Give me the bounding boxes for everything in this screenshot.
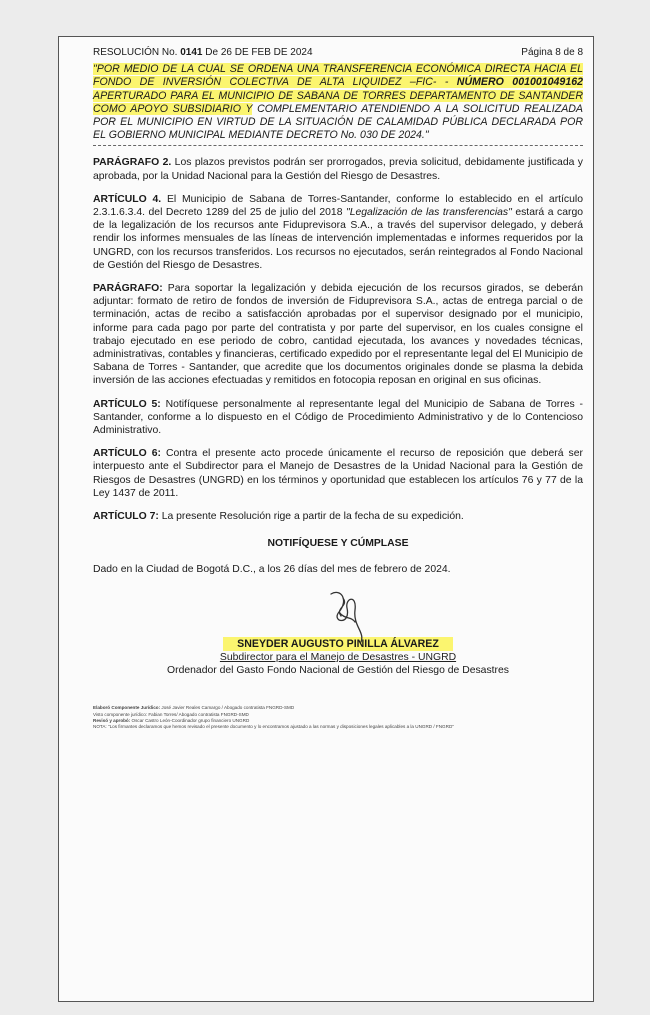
footer-line-visto: Visto componente jurídico: Fabian Torres/ Abogado contratista FNGRD-SMD [93, 711, 249, 717]
document-footer-notes [93, 705, 583, 730]
articulo-7: ARTÍCULO 7: La presente Resolución rige a partir de la fecha de su expedición. [93, 511, 464, 523]
notification-heading: NOTIFÍQUESE Y CÚMPLASE [267, 538, 409, 550]
paragrafo-2: PARÁGRAFO 2. Los plazos previstos podrán ser prorrogados, previa solicitud, debidamente justificada y aprobada, por la Unidad Nacional para la Gestión del Riesgo de Desastres. [93, 157, 583, 182]
signing-place-date: Dado en la Ciudad de Bogotá D.C., a los 26 días del mes de febrero de 2024. [93, 563, 451, 575]
footer-line-nota: NOTA: "Los firmantes declaramos que hemos revisado el presente documento y lo encontramos ajustado a las normas y disposiciones legales aplicables a la UNGRD / FNGRD" [93, 723, 454, 729]
resolution-motto: "POR MEDIO DE LA CUAL SE ORDENA UNA TRANSFERENCIA ECONÓMICA DIRECTA HACIA EL FONDO DE INVERSIÓN COLECTIVA DE ALTA LIQUIDEZ –FIC- - NÚMERO 001001049162 APERTURADO PARA EL MUNICIPIO DE SABANA DE TORRES DEPARTAMENTO DE SANTANDER COMO APOYO SUBSIDIARIO Y COMPLEMENTARIO ATENDIENDO A LA SOLICITUD REALIZADA POR EL MUNICIPIO EN VIRTUD DE LA SITUACIÓN DE CALAMIDAD PÚBLICA DECLARADA POR EL GOBIERNO MUNICIPAL MEDIANTE DECRETO No. 030 DE 2024." [93, 63, 583, 146]
document-content [93, 46, 583, 730]
signer-role-secondary: Ordenador del Gasto Fondo Nacional de Gestión del Riesgo de Desastres [167, 665, 509, 677]
fic-number: NÚMERO 001001049162 [456, 76, 583, 89]
signer-role: Subdirector para el Manejo de Desastres - UNGRD [219, 651, 457, 663]
articulo-4: ARTÍCULO 4. El Municipio de Sabana de Torres-Santander, conforme lo establecido en el artículo 2.3.1.6.3.4. del Decreto 1289 del 25 de julio del 2018 "Legalización de las transferencias" estará a cargo de la legalización de los recursos ante Fiduprevisora S.A., a través del supervisor delegado, y deberá rendir los informes mensuales de las líneas de intervención implementadas e informes requeridos por la UNGRD, con los recursos transferidos. Los recursos no ejecutados, serán reintegrados al Fondo Nacional de Gestión del Riesgo de Desastres. [93, 193, 584, 271]
signature-area [93, 586, 583, 638]
handwritten-signature [321, 586, 381, 646]
resolution-reference: RESOLUCIÓN No. 0141 De 26 DE FEB DE 2024 [93, 47, 313, 58]
articulo-6: ARTÍCULO 6: Contra el presente acto procede únicamente el recurso de reposición que deberá ser interpuesto ante el Subdirector para el Manejo de Desastres de la Unidad Nacional para la Gestión de Riesgos de Desastres (UNGRD) en los términos y oportunidad que establecen los artículos 76 y 77 de la Ley 1437 de 2011. [93, 448, 583, 499]
page-indicator: Página 8 de 8 [521, 47, 583, 58]
footer-line-reviso: Revisó y aprobó: Oscar Castro León-Coordinador grupo financiero UNGRD [93, 717, 250, 723]
footer-line-elaboro: Elaboró Componente Jurídico: José Javier Reales Camargo / Abogado contratista FNGRD-SMD [93, 705, 295, 711]
document-header [93, 46, 583, 59]
signer-name: SNEYDER AUGUSTO PINILLA ÁLVAREZ [93, 638, 583, 651]
resolution-number: 0141 [180, 47, 203, 58]
paragrafo: PARÁGRAFO: Para soportar la legalización y debida ejecución de los recursos girados, se deberán adjuntar: formato de retiro de fondos de inversión de Fiduprevisora S.A., actas de entrega parcial o de terminación, actas de recibo a satisfacción aprobadas por el supervisor designado por el municipio, informe para cada pago por parte del contratista y por parte del supervisor, en los cuales consigne el trabajo ejecutado en ese periodo de cobro, cantidad ejecutada, los avances y novedades técnicas, administrativas, contables y financieras, certificado expedido por el representante legal del El Municipio de Sabana de Torres - Santander, que acredite que los documentos originales donde se plasma la debida inversión de las acciones efectuadas y remitidos en fotocopia reposan en original en sus oficinas. [93, 283, 583, 387]
articulo-5: ARTÍCULO 5: Notifíquese personalmente al representante legal del Municipio de Sabana de Torres -Santander, conforme a lo dispuesto en el Código de Procedimiento Administrativo y de lo Contencioso Administrativo. [93, 398, 583, 437]
